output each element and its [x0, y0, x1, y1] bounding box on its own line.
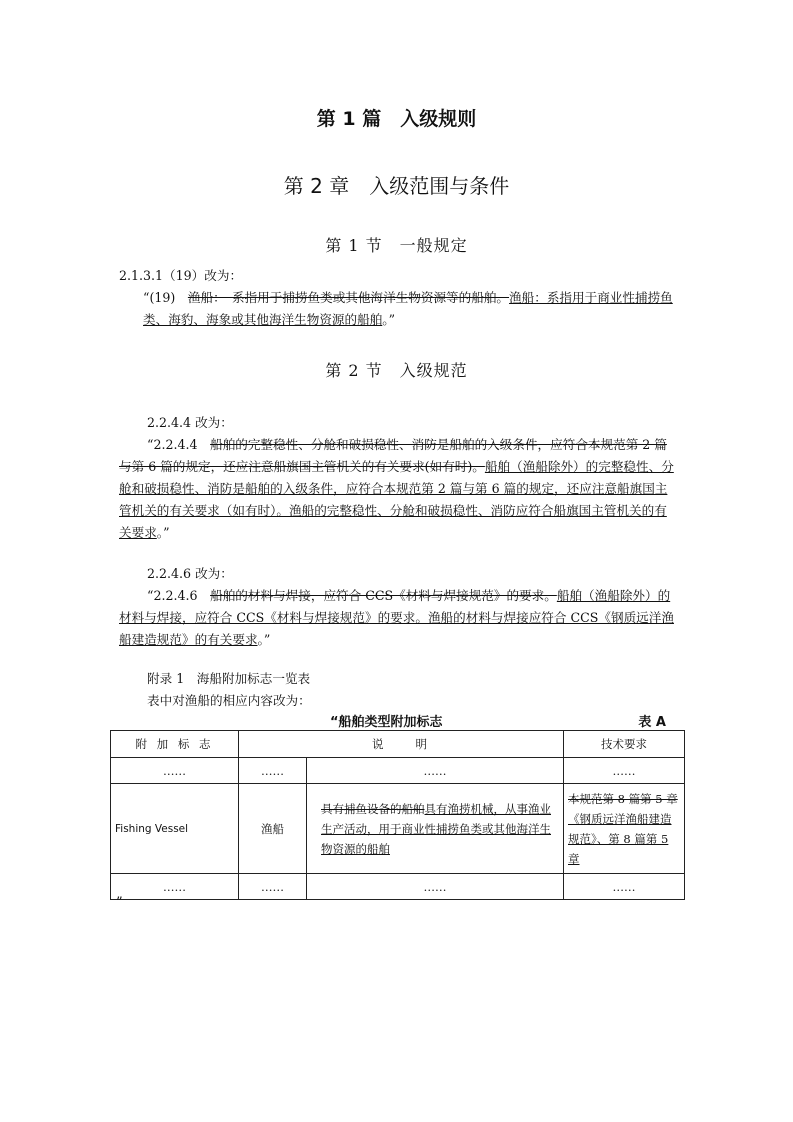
- inserted-text: 具有渔捞机械，从事渔业生产活动，用于商业性捕捞鱼类或其他海洋生物资源的船舶: [321, 801, 551, 856]
- chapter-title: 第 2 章 入级范围与条件: [283, 174, 510, 198]
- header-technical: 技术要求: [564, 731, 685, 758]
- table-row: [111, 874, 685, 900]
- ellipsis-cell: ……: [239, 874, 307, 900]
- appendix-line-1: 附录 1 海船附加标志一览表: [147, 671, 311, 686]
- section-title-classification: 第 2 节 入级规范: [325, 361, 468, 380]
- header-notation: 附 加 标 志: [111, 731, 239, 758]
- quote-lead: “2.2.4.4: [147, 437, 211, 452]
- amendment-ref: 2.2.4.4 改为：: [147, 415, 233, 430]
- header-description: 说 明: [239, 731, 564, 758]
- quote-close: 。”: [382, 312, 396, 327]
- notation-table: [110, 730, 685, 900]
- table-label: 表 A: [638, 715, 666, 730]
- ellipsis-cell: ……: [239, 758, 307, 784]
- ellipsis-cell: ……: [307, 874, 564, 900]
- table-row: [111, 758, 685, 784]
- closing-quote: ”: [116, 895, 123, 910]
- technical-cell: [564, 784, 685, 874]
- appendix-note: [119, 668, 675, 712]
- inserted-text: 《钢质远洋渔船建造规范》、第 8 篇第 5 章: [568, 811, 672, 866]
- table-header-row: [111, 731, 685, 758]
- inserted-text: 渔船：系指用于商业性捕捞鱼类、海豹、海象或其他海洋生物资源的船舶: [143, 290, 673, 327]
- table-row-fishing-vessel: [111, 784, 685, 874]
- amendment-2-2-4-6: [119, 563, 675, 651]
- inserted-text: 船舶（渔船除外）的材料与焊接，应符合 CCS《材料与焊接规范》的要求。渔船的材料与焊接应符合 CCS《钢质远洋渔船建造规范》的有关要求: [119, 588, 674, 647]
- part-title: 第 1 篇 入级规则: [316, 108, 477, 130]
- notation-cell: Fishing Vessel: [111, 784, 239, 874]
- ship-type-cell: 渔船: [239, 784, 307, 874]
- description-cell: [307, 784, 564, 874]
- quote-lead: “2.2.4.6: [147, 588, 211, 603]
- ellipsis-cell: ……: [564, 874, 685, 900]
- amendment-text: [119, 434, 675, 544]
- amendment-2-2-4-4: [119, 412, 675, 544]
- amendment-ref: 2.2.4.6 改为：: [147, 566, 233, 581]
- ellipsis-cell: ……: [111, 758, 239, 784]
- table-title: “船舶类型附加标志: [330, 715, 443, 730]
- deleted-text: 具有捕鱼设备的船舶: [321, 801, 425, 816]
- ellipsis-cell: ……: [564, 758, 685, 784]
- amendment-text: [119, 585, 675, 651]
- amendment-ref: 2.1.3.1（19）改为：: [119, 268, 243, 283]
- quote-close: 。”: [156, 525, 170, 540]
- amendment-2-1-3-1: [119, 265, 675, 331]
- quote-lead: “(19): [143, 290, 188, 305]
- amendment-text: [119, 287, 675, 331]
- deleted-text: 渔船： 系指用于捕捞鱼类或其他海洋生物资源等的船舶。: [187, 290, 510, 305]
- inserted-text: 船舶（渔船除外）的完整稳性、分舱和破损稳性、消防是船舶的入级条件，应符合本规范第 2 篇与第 6 篇的规定，还应注意船旗国主管机关的有关要求（如有时）。渔船的完整稳性、分舱和破损稳性、消防应符合船旗国主管机关的有关要求: [119, 459, 674, 540]
- deleted-text: 船舶的完整稳性、分舱和破损稳性、消防是船舶的入级条件，应符合本规范第 2 篇与第 6 篇的规定，还应注意船旗国主管机关的有关要求(如有时)。: [119, 437, 667, 474]
- ellipsis-cell: ……: [111, 874, 239, 900]
- appendix-line-2: 表中对渔船的相应内容改为：: [147, 693, 311, 708]
- quote-close: 。”: [257, 632, 271, 647]
- ellipsis-cell: ……: [307, 758, 564, 784]
- section-title-general: 第 1 节 一般规定: [325, 236, 468, 255]
- deleted-text: 船舶的材料与焊接，应符合 CCS《材料与焊接规范》的要求。: [210, 588, 557, 603]
- deleted-text: 本规范第 8 篇第 5 章: [568, 791, 678, 806]
